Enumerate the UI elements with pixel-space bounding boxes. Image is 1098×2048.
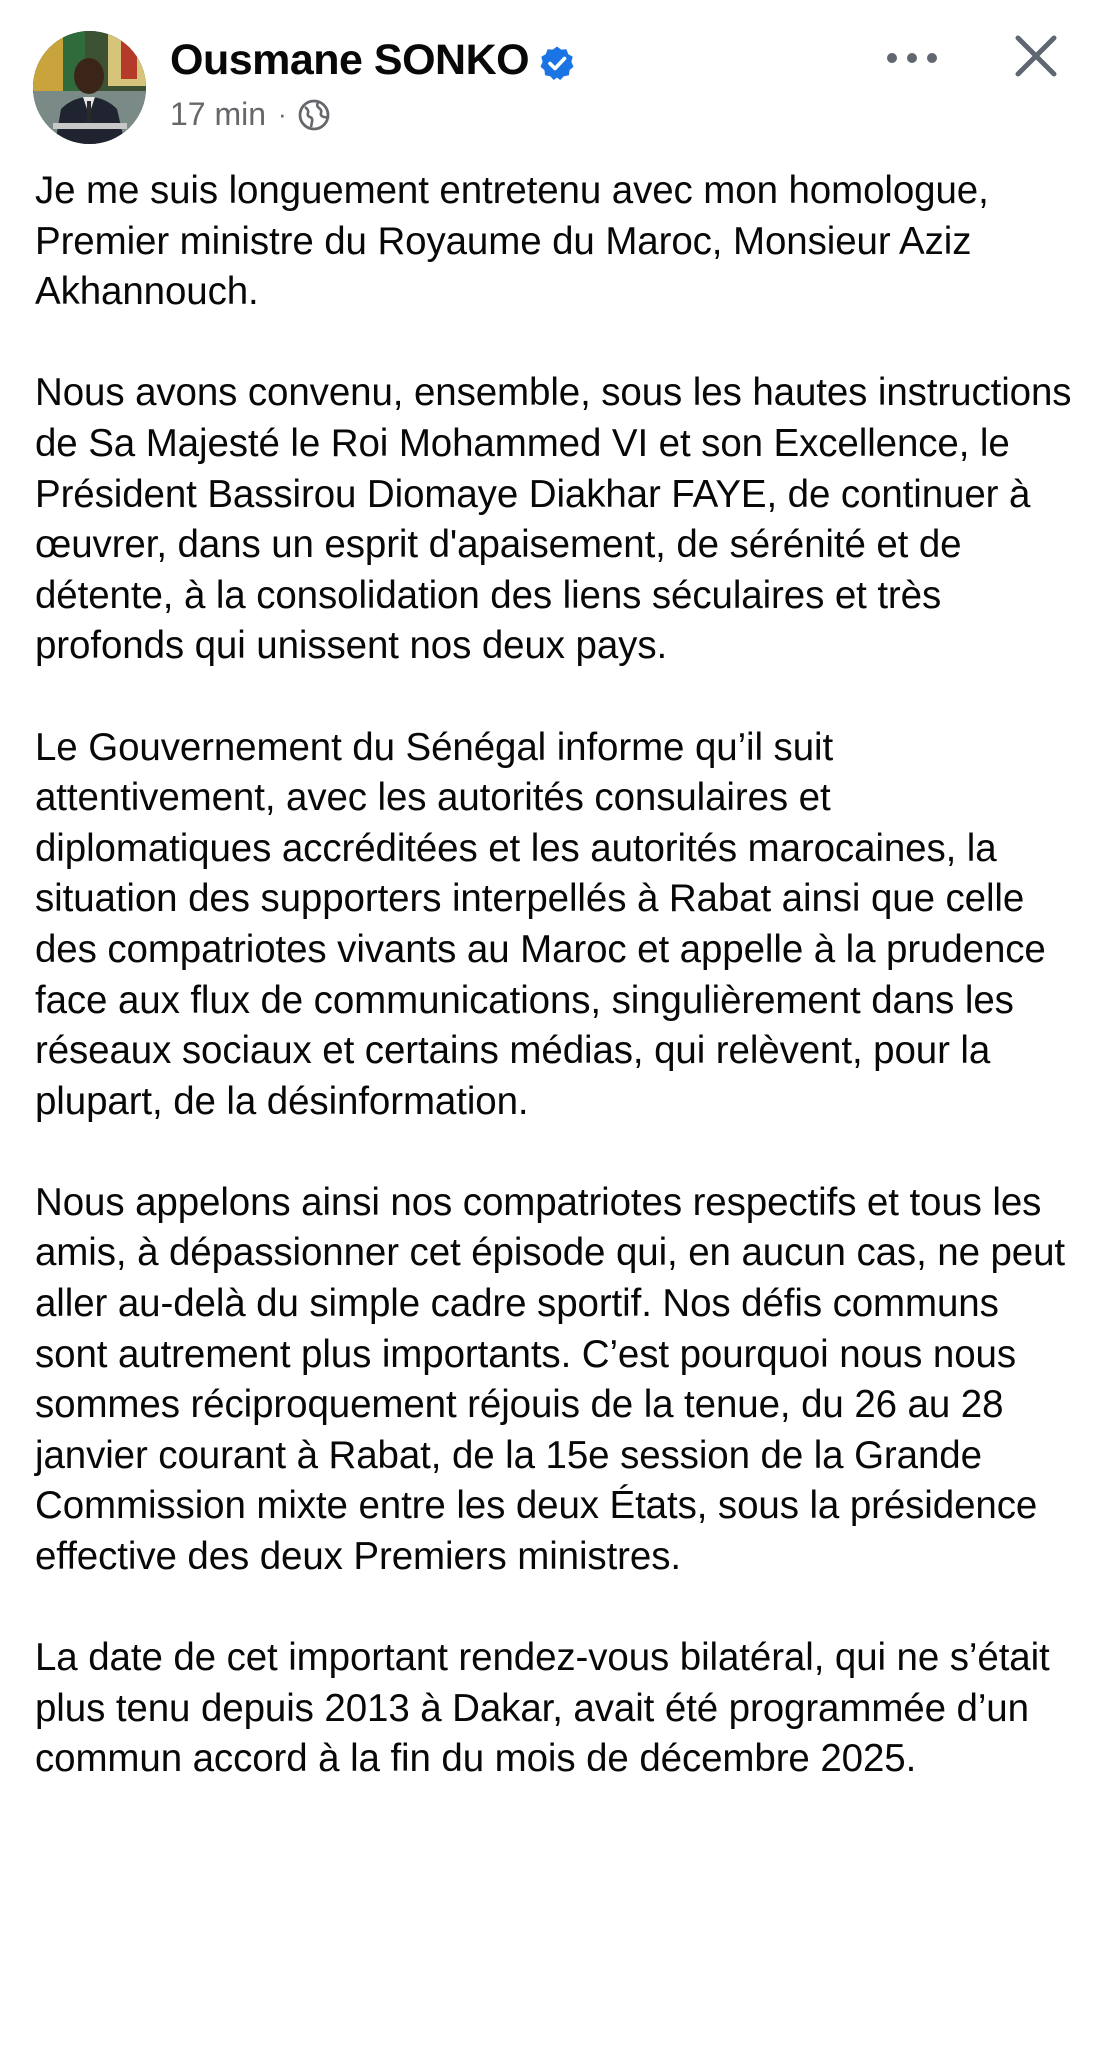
post-paragraph-3: Le Gouvernement du Sénégal informe qu’il suit attentivement, avec les autorités consulaires et diplomatiques accréditées et les autorités marocaines, la situation des supporters interpellés à Rabat ainsi que celle des compatriotes vivants au Maroc et appelle à la prudence face aux flux de communications, singulièrement dans les réseaux sociaux et certains médias, qui relèvent, pour la plupart, de la désinformation.: [35, 725, 1046, 1123]
more-options-icon: [880, 36, 944, 80]
more-options-button[interactable]: [880, 36, 944, 80]
author-avatar[interactable]: [33, 31, 146, 144]
author-name-text[interactable]: Ousmane SONKO: [170, 36, 530, 84]
author-name[interactable]: [170, 36, 575, 85]
post-time[interactable]: 17 min: [170, 96, 267, 132]
globe-icon[interactable]: [297, 98, 331, 132]
post-paragraph-5: La date de cet important rendez-vous bilatéral, qui ne s’était plus tenu depuis 2013 à Dakar, avait été programmée d’un commun accord à la fin du mois de décembre 2025.: [35, 1636, 1050, 1781]
avatar-photo: [33, 31, 146, 144]
post-meta: [170, 96, 331, 133]
post-paragraph-1: Je me suis longuement entretenu avec mon homologue, Premier ministre du Royaume du Maroc, Monsieur Aziz Akhannouch.: [35, 169, 989, 314]
close-icon: [1010, 30, 1062, 82]
post-paragraph-4: Nous appelons ainsi nos compatriotes respectifs et tous les amis, à dépassionner cet épisode qui, en aucun cas, ne peut aller au-delà du simple cadre sportif. Nos défis communs sont autrement plus importants. C’est pourquoi nous nous sommes réciproquement réjouis de la tenue, du 26 au 28 janvier courant à Rabat, de la 15e session de la Grande Commission mixte entre les deux États, sous la présidence effective des deux Premiers ministres.: [35, 1180, 1066, 1579]
close-button[interactable]: [1010, 30, 1062, 82]
post-text: [35, 166, 1075, 1836]
meta-separator: ·: [278, 99, 287, 129]
verified-badge-icon: [539, 43, 575, 79]
post-header: [0, 0, 1098, 160]
post-paragraph-2: Nous avons convenu, ensemble, sous les hautes instructions de Sa Majesté le Roi Mohammed VI et son Excellence, le Président Bassirou Diomaye Diakhar FAYE, de continuer à œuvrer, dans un esprit d'apaisement, de sérénité et de détente, à la consolidation des liens séculaires et très profonds qui unissent nos deux pays.: [35, 371, 1072, 668]
